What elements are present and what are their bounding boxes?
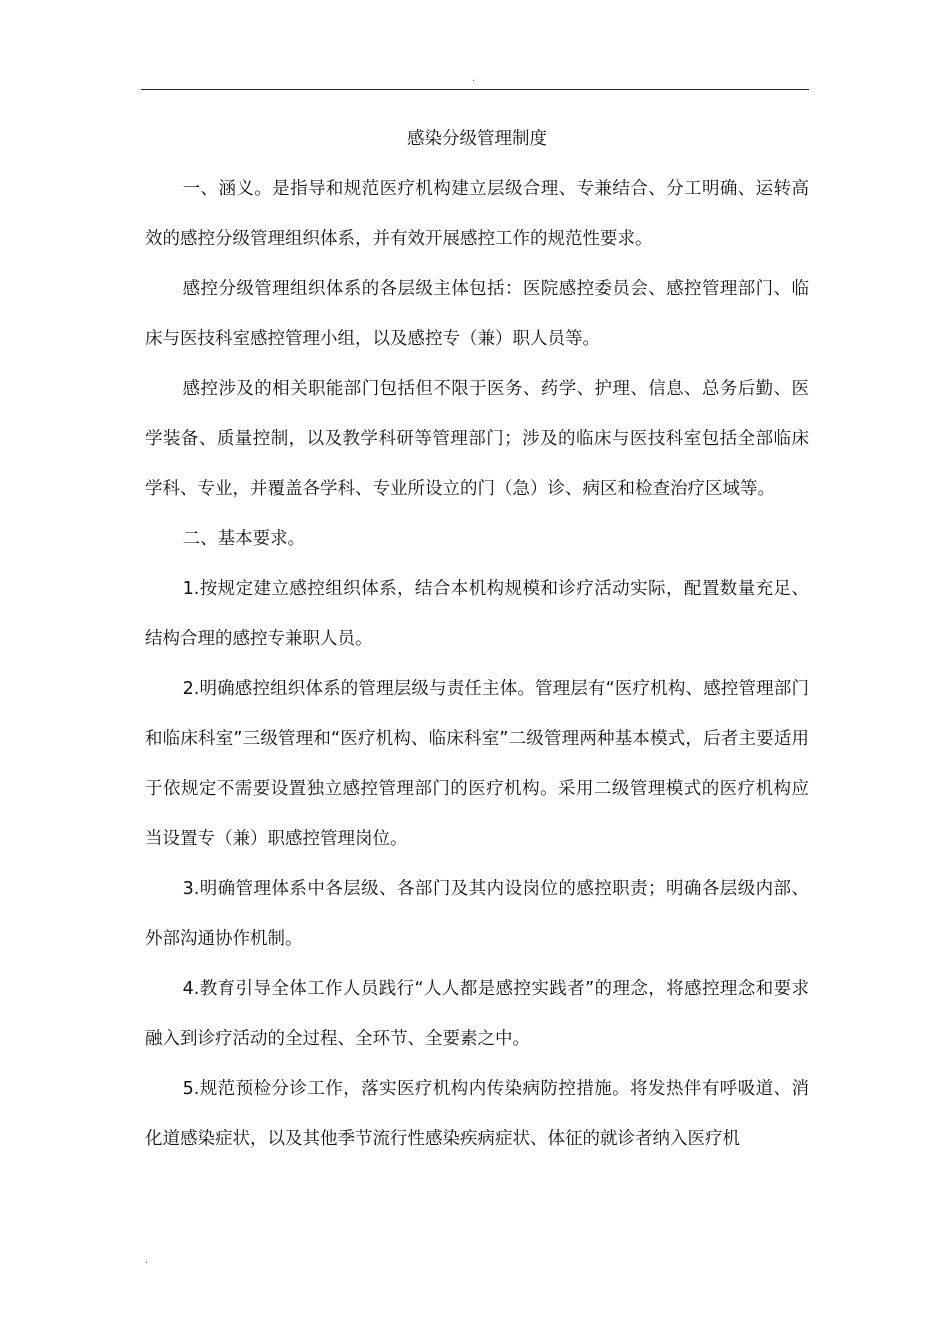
header-rule <box>141 89 809 90</box>
requirement-item-4: 4.教育引导全体工作人员践行“人人都是感控实践者”的理念，将感控理念和要求融入到诊疗活动的全过程、全环节、全要素之中。 <box>145 979 809 1049</box>
requirement-item-1: 1.按规定建立感控组织体系，结合本机构规模和诊疗活动实际，配置数量充足、结构合理的感控专兼职人员。 <box>145 579 809 649</box>
header-mark: . <box>472 73 476 84</box>
paragraph-hierarchy-subjects: 感控分级管理组织体系的各层级主体包括：医院感控委员会、感控管理部门、临床与医技科室感控管理小组，以及感控专（兼）职人员等。 <box>145 279 809 349</box>
document-body <box>145 114 809 1164</box>
footer-mark: . <box>145 1255 149 1266</box>
section-heading-basic-requirements: 二、基本要求。 <box>182 529 306 549</box>
requirement-item-5: 5.规范预检分诊工作，落实医疗机构内传染病防控措施。将发热伴有呼吸道、消化道感染症状，以及其他季节流行性感染疾病症状、体征的就诊者纳入医疗机 <box>145 1079 809 1149</box>
paragraph-definition: 一、涵义。是指导和规范医疗机构建立层级合理、专兼结合、分工明确、运转高效的感控分级管理组织体系，并有效开展感控工作的规范性要求。 <box>145 179 809 249</box>
document-title: 感染分级管理制度 <box>407 129 547 149</box>
paragraph-related-departments: 感控涉及的相关职能部门包括但不限于医务、药学、护理、信息、总务后勤、医学装备、质量控制，以及教学科研等管理部门；涉及的临床与医技科室包括全部临床学科、专业，并覆盖各学科、专业所设立的门（急）诊、病区和检查治疗区域等。 <box>145 379 809 499</box>
requirement-item-2: 2.明确感控组织体系的管理层级与责任主体。管理层有“医疗机构、感控管理部门和临床科室”三级管理和“医疗机构、临床科室”二级管理两种基本模式，后者主要适用于依规定不需要设置独立感控管理部门的医疗机构。采用二级管理模式的医疗机构应当设置专（兼）职感控管理岗位。 <box>145 679 809 849</box>
requirement-item-3: 3.明确管理体系中各层级、各部门及其内设岗位的感控职责；明确各层级内部、外部沟通协作机制。 <box>145 879 809 949</box>
